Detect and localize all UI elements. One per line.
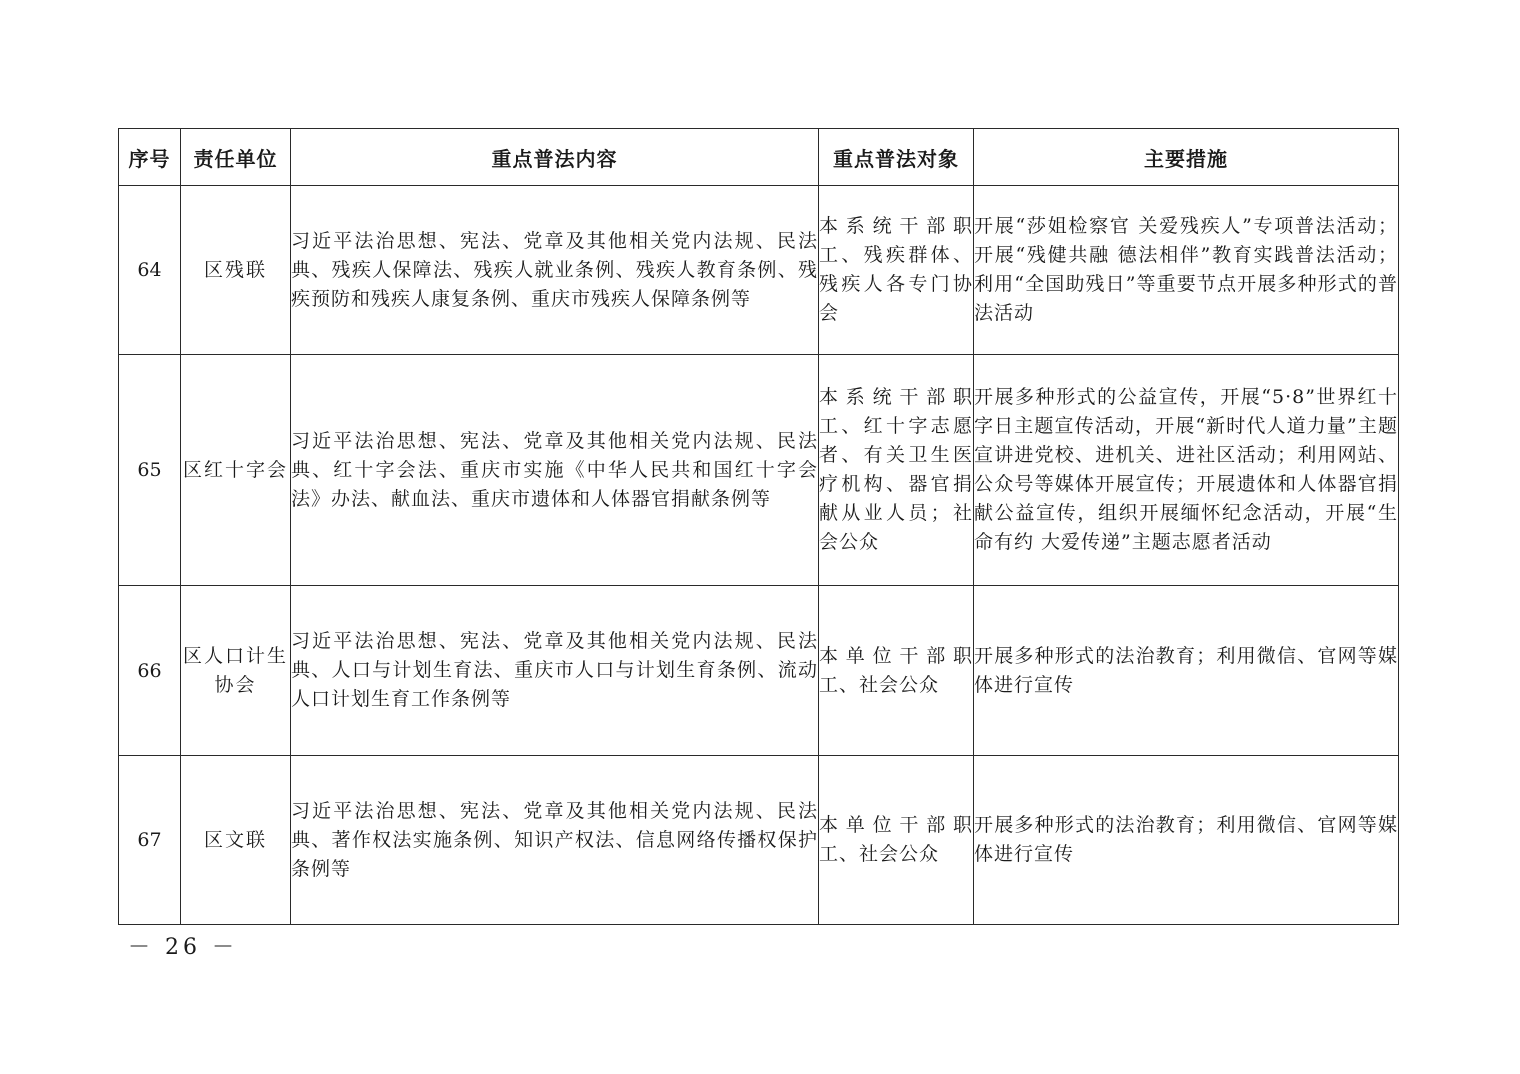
publicity-content: 习近平法治思想、宪法、党章及其他相关党内法规、民法典、人口与计划生育法、重庆市人口与计划生育条例、流动人口计划生育工作条例等 — [291, 586, 819, 756]
table-row — [119, 586, 1399, 756]
publicity-target: 本系统干部职工、红十字志愿者、有关卫生医疗机构、器官捐献从业人员；社会公众 — [819, 355, 974, 586]
row-number: 64 — [119, 186, 181, 355]
responsible-unit: 区残联 — [181, 186, 291, 355]
responsible-unit: 区人口计生协会 — [181, 586, 291, 756]
row-number: 66 — [119, 586, 181, 756]
main-measures: 开展多种形式的法治教育；利用微信、官网等媒体进行宣传 — [974, 756, 1399, 925]
responsible-unit: 区红十字会 — [181, 355, 291, 586]
publicity-target: 本单位干部职工、社会公众 — [819, 586, 974, 756]
table-row — [119, 355, 1399, 586]
main-measures: 开展多种形式的法治教育；利用微信、官网等媒体进行宣传 — [974, 586, 1399, 756]
responsible-unit: 区文联 — [181, 756, 291, 925]
table-header-row — [119, 129, 1399, 186]
publicity-content: 习近平法治思想、宪法、党章及其他相关党内法规、民法典、著作权法实施条例、知识产权法、信息网络传播权保护条例等 — [291, 756, 819, 925]
publicity-content: 习近平法治思想、宪法、党章及其他相关党内法规、民法典、残疾人保障法、残疾人就业条例、残疾人教育条例、残疾预防和残疾人康复条例、重庆市残疾人保障条例等 — [291, 186, 819, 355]
publicity-content: 习近平法治思想、宪法、党章及其他相关党内法规、民法典、红十字会法、重庆市实施《中华人民共和国红十字会法》办法、献血法、重庆市遗体和人体器官捐献条例等 — [291, 355, 819, 586]
header-no: 序号 — [119, 129, 181, 186]
page-number: － 26 － — [128, 935, 238, 960]
header-measures: 主要措施 — [974, 129, 1399, 186]
row-number: 65 — [119, 355, 181, 586]
header-unit: 责任单位 — [181, 129, 291, 186]
main-measures: 开展“莎姐检察官 关爱残疾人”专项普法活动；开展“残健共融 德法相伴”教育实践普法活动；利用“全国助残日”等重要节点开展多种形式的普法活动 — [974, 186, 1399, 355]
main-measures: 开展多种形式的公益宣传，开展“5·8”世界红十字日主题宣传活动，开展“新时代人道力量”主题宣讲进党校、进机关、进社区活动；利用网站、公众号等媒体开展宣传；开展遗体和人体器官捐献公益宣传，组织开展缅怀纪念活动，开展“生命有约 大爱传递”主题志愿者活动 — [974, 355, 1399, 586]
table-row — [119, 186, 1399, 355]
table-row — [119, 756, 1399, 925]
header-content: 重点普法内容 — [291, 129, 819, 186]
law-publicity-table — [118, 128, 1399, 925]
row-number: 67 — [119, 756, 181, 925]
publicity-target: 本单位干部职工、社会公众 — [819, 756, 974, 925]
header-target: 重点普法对象 — [819, 129, 974, 186]
publicity-target: 本系统干部职工、残疾群体、残疾人各专门协会 — [819, 186, 974, 355]
